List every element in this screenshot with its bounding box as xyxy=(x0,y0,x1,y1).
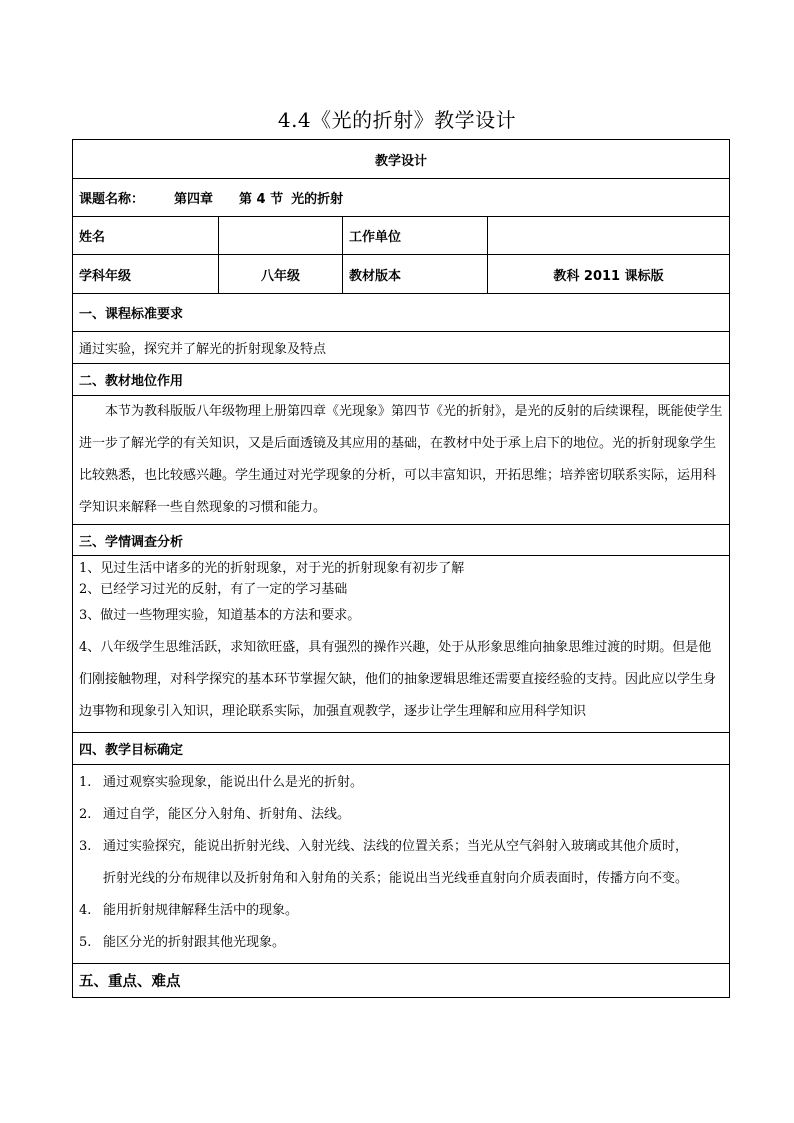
course-label: 课题名称： xyxy=(79,192,145,207)
analysis-item: 2、已经学习过光的反射，有了一定的学习基础 xyxy=(79,582,348,597)
table-row xyxy=(73,294,730,332)
course-chapter: 第四章 xyxy=(174,192,214,207)
table-row xyxy=(73,733,730,765)
table-row xyxy=(73,556,730,733)
role-paragraph: 本节为教科版版八年级物理上册第四章《光现象》第四节《光的折射》，是光的反射的后续课程，既能使学生进一步了解光学的有关知识，又是后面透镜及其应用的基础，在教材中处于承上启下的地位。光的折射现象学生比较熟悉，也比较感兴趣。学生通过对光学现象的分析，可以丰富知识，开拓思维；培养密切联系实际，运用科学知识来解释一些自然现象的习惯和能力。 xyxy=(73,396,730,525)
analysis-item: 4、八年级学生思维活跃，求知欲旺盛，具有强烈的操作兴趣，处于从形象思维向抽象思维过渡的时期。但是他们刚接触物理，对科学探究的基本环节掌握欠缺，他们的抽象逻辑思维还需要直接经验的支持。因此应以学生身边事物和现象引入知识，理论联系实际，加强直观教学，逐步让学生理解和应用科学知识 xyxy=(79,640,717,719)
grade-value: 八年级 xyxy=(219,255,343,294)
table-row xyxy=(73,217,730,255)
table-row xyxy=(73,396,730,525)
objective-item: 5. 能区分光的折射跟其他光现象。 xyxy=(79,935,286,950)
textbook-value: 教科 2011 课标版 xyxy=(488,255,730,294)
document-title: 4.4《光的折射》教学设计 xyxy=(277,108,517,132)
name-label: 姓名 xyxy=(73,217,219,255)
grade-label: 学科年级 xyxy=(73,255,219,294)
section-title-objectives: 四、教学目标确定 xyxy=(73,733,730,765)
table-header: 教学设计 xyxy=(73,140,730,179)
section-title-role: 二、教材地位作用 xyxy=(73,364,730,396)
objective-item-continued: 折射光线的分布规律以及折射角和入射角的关系；能说出当光线垂直射向介质表面时，传播方向不变。 xyxy=(103,871,689,886)
standards-text: 通过实验，探究并了解光的折射现象及特点 xyxy=(73,332,730,364)
course-title-cell xyxy=(73,179,730,217)
analysis-item: 3、做过一些物理实验，知道基本的方法和要求。 xyxy=(79,608,361,623)
objective-item: 2. 通过自学，能区分入射角、折射角、法线。 xyxy=(79,807,351,822)
textbook-label: 教材版本 xyxy=(343,255,488,294)
objectives-cell xyxy=(73,765,730,964)
table-row xyxy=(73,964,730,998)
table-row xyxy=(73,765,730,964)
objective-item: 1. 通过观察实验现象，能说出什么是光的折射。 xyxy=(79,775,364,790)
analysis-cell xyxy=(73,556,730,733)
analysis-item: 1、见过生活中诸多的光的折射现象，对于光的折射现象有初步了解 xyxy=(79,561,465,576)
work-unit-label: 工作单位 xyxy=(343,217,488,255)
table-row xyxy=(73,332,730,364)
objective-item: 4. 能用折射规律解释生活中的现象。 xyxy=(79,903,299,918)
lesson-plan-table xyxy=(72,139,730,998)
section-title-standards: 一、课程标准要求 xyxy=(73,294,730,332)
name-value xyxy=(219,217,343,255)
work-unit-value xyxy=(488,217,730,255)
section-title-analysis: 三、学情调查分析 xyxy=(73,525,730,556)
table-row xyxy=(73,525,730,556)
course-name: 光的折射 xyxy=(291,192,344,207)
section-title-key-points: 五、重点、难点 xyxy=(73,964,730,998)
objective-item: 3. 通过实验探究，能说出折射光线、入射光线、法线的位置关系；当光从空气斜射入玻璃或其他介质时， xyxy=(79,839,689,854)
course-section: 第 4 节 xyxy=(239,192,284,207)
table-row xyxy=(73,255,730,294)
table-row xyxy=(73,364,730,396)
table-row xyxy=(73,140,730,179)
table-row xyxy=(73,179,730,217)
